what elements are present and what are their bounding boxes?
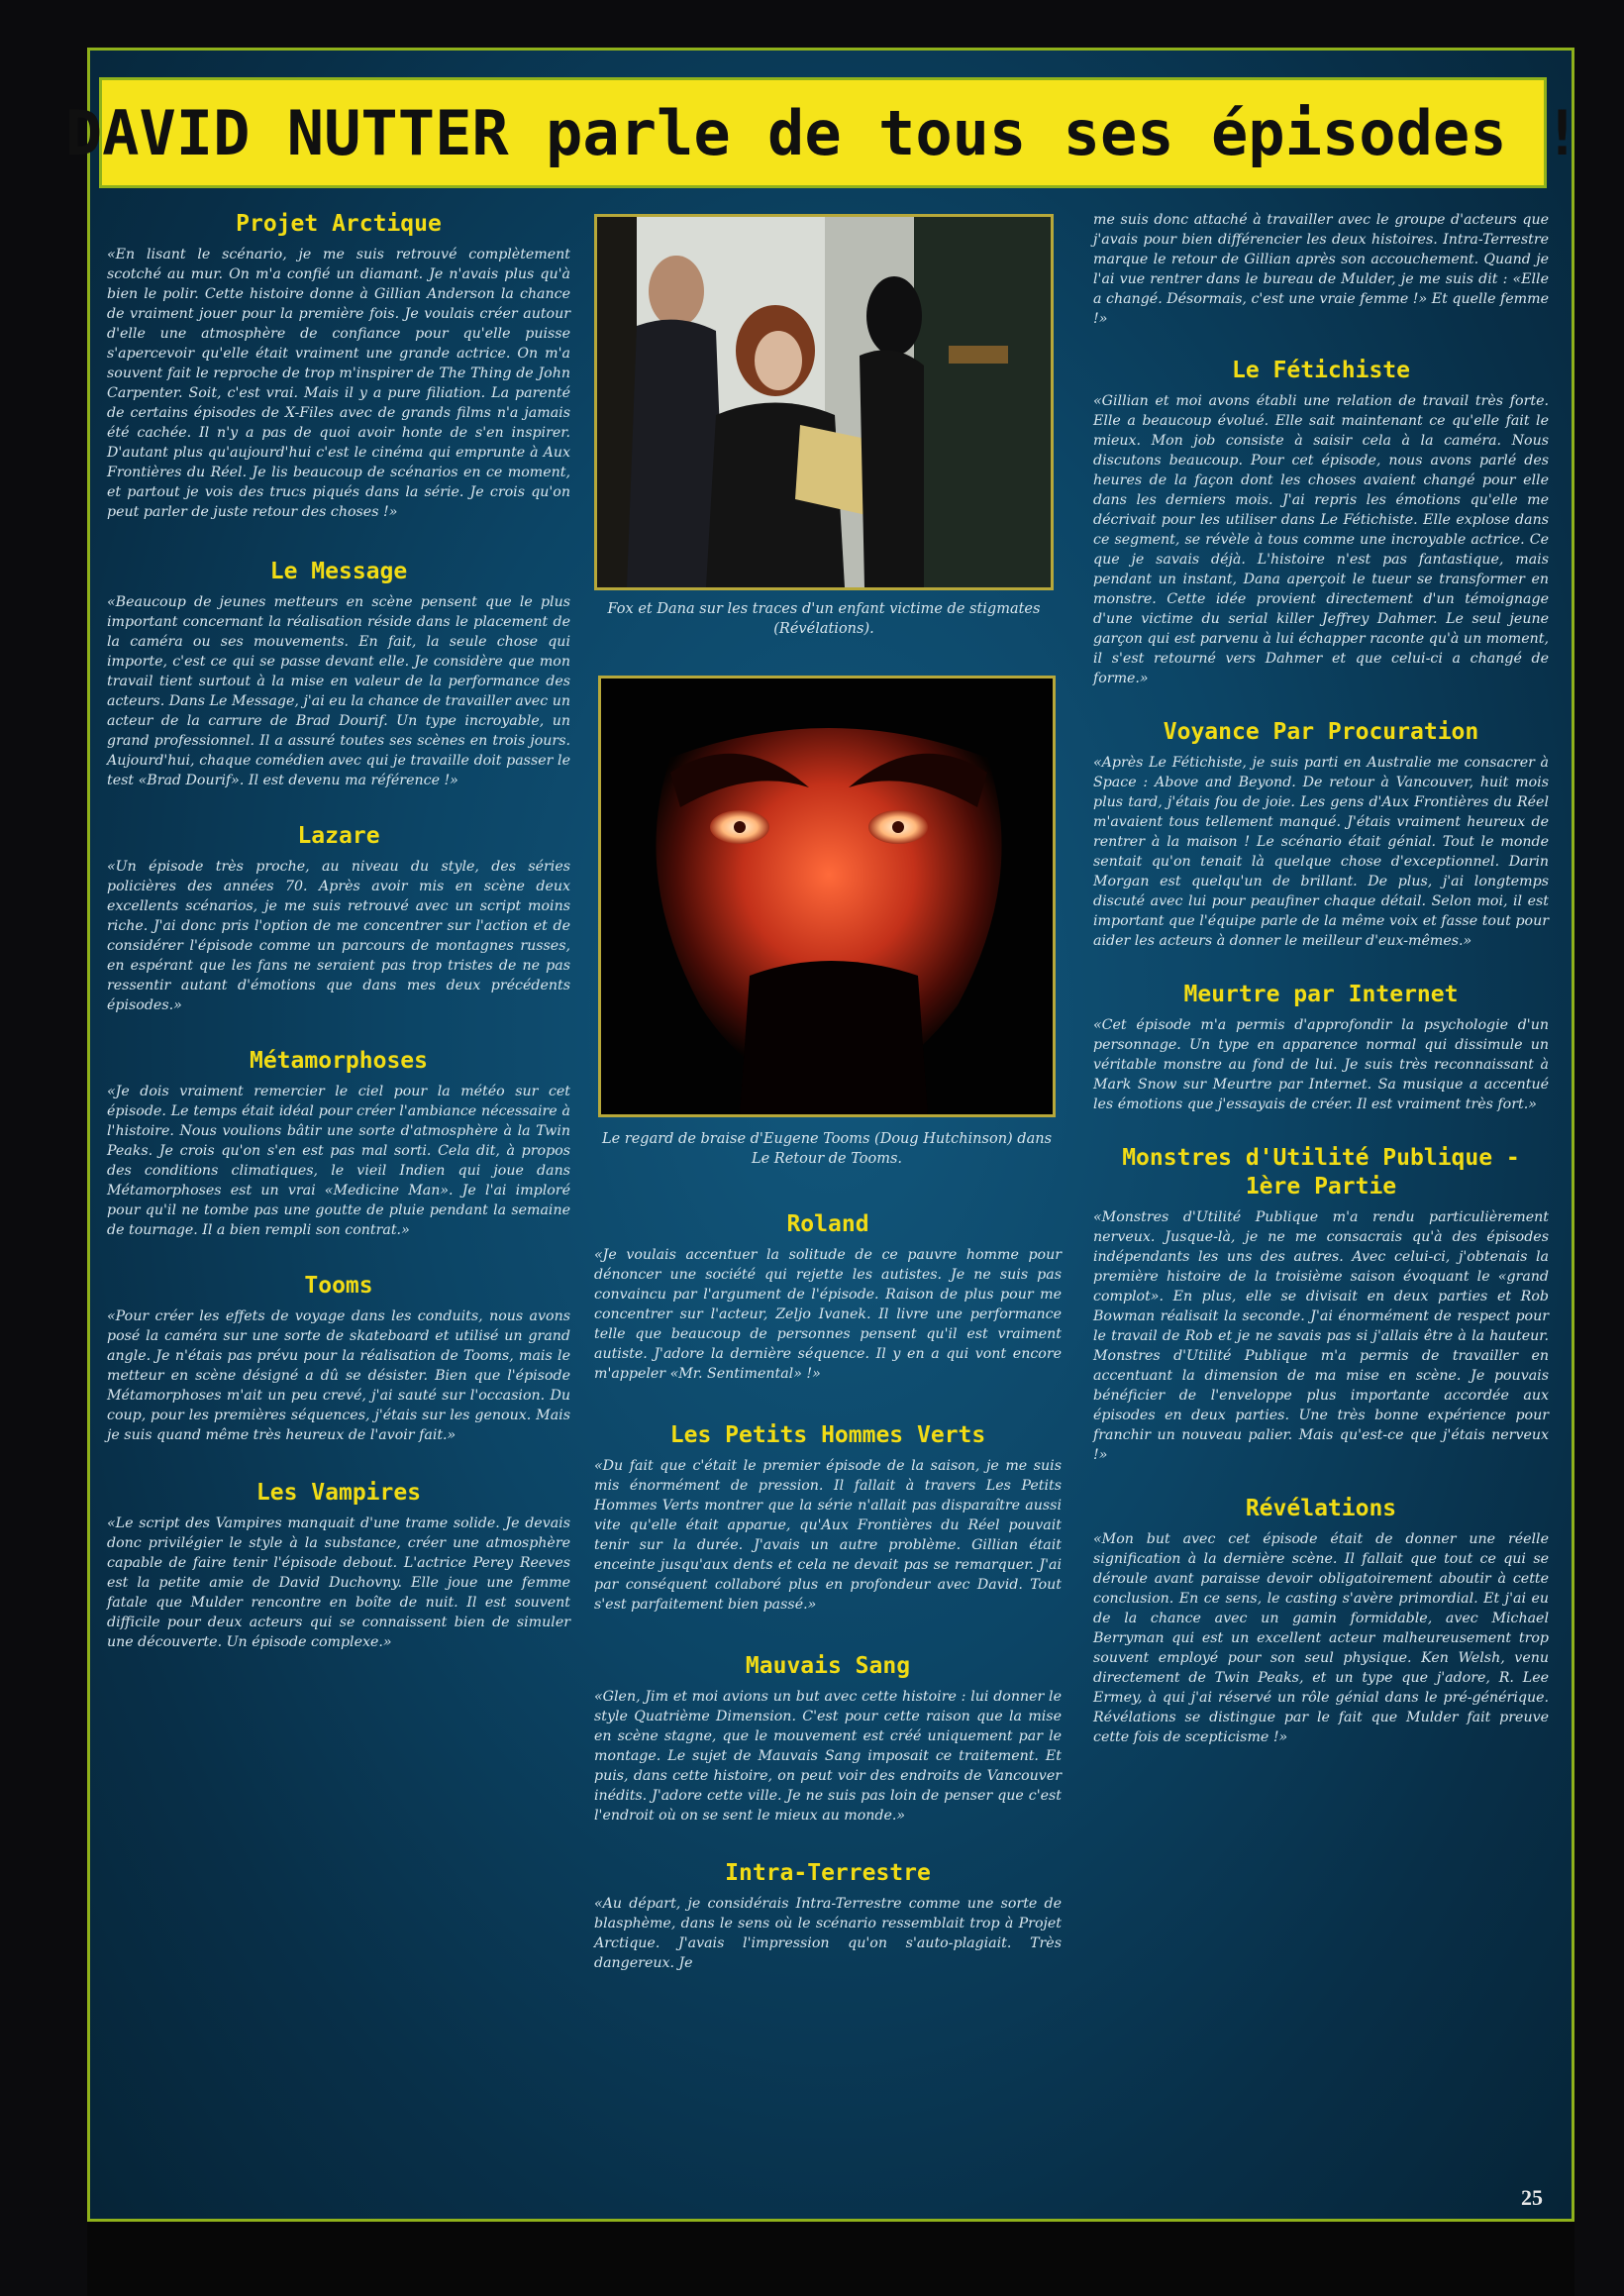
section-les-petits-hommes-verts	[594, 1421, 1062, 1615]
section-tooms	[107, 1272, 570, 1445]
section-title: Métamorphoses	[249, 1048, 428, 1074]
section-title: Voyance Par Procuration	[1163, 719, 1479, 745]
title-banner	[64, 77, 1581, 188]
section-text: «Le script des Vampires manquait d'une trame solide. Je devais donc privilégier le style à la substance, créer une atmosphère capable de faire tenir l'épisode debout. L'actrice Perey Reeves est la petite amie de David Duchovny. Elle joue une femme fatale que Mulder rencontre en boîte de nuit. Il est souvent difficile pour deux acteurs qui se connaissent bien de simuler une découverte. Un épisode complexe.»	[107, 1515, 570, 1650]
page-title: DAVID NUTTER parle de tous ses épisodes !	[64, 96, 1581, 169]
middle-column	[594, 1210, 1062, 1973]
section-title: Révélations	[1245, 1496, 1397, 1521]
section-text: «Mon but avec cet épisode était de donner une réelle signification à la dernière scène. Il fallait que tout ce qui se déroule avant paraisse devoir obligatoirement aboutir à cette conclusion. En ce sens, le casting s'avère primordial. Et j'ai eu de la chance avec un gamin formidable, avec Michael Berryman qui est un excellent acteur malheureusement trop souvent employé pour son seul physique. Ken Welsh, venu directement de Twin Peaks, et un type que j'adore, R. Lee Ermey, à qui j'ai réservé un rôle génial dans le pré-générique. Révélations se distingue par le fait que Mulder fait preuve cette fois de scepticisme !»	[1093, 1531, 1549, 1745]
page-number: 25	[1521, 2185, 1543, 2210]
section-title: Roland	[786, 1211, 869, 1237]
section-voyance-par-procuration	[1093, 718, 1549, 951]
section-mauvais-sang	[594, 1652, 1062, 1826]
section-text: «Un épisode très proche, au niveau du style, des séries policières des années 70. Après avoir mis en scène deux excellents scénarios, je me suis retrouvé avec un script moins riche. J'ai donc pris l'option de me concentrer sur l'action et de considérer l'épisode comme un parcours de montagnes russes, en espérant que les fans ne seraient pas trop tristes de ne pas ressentir autant d'émotions que dans mes deux précédents épisodes.»	[107, 859, 570, 1013]
section-title: Le Fétichiste	[1231, 358, 1410, 383]
section-text: «Je voulais accentuer la solitude de ce pauvre homme pour dénoncer une société qui rejette les autistes. Je ne suis pas convaincu par l'argument de l'épisode. Raison de plus pour me concentrer sur l'acteur, Zeljo Ivanek. Il livre une performance telle que beaucoup de personnes pensent qu'il est vraiment autiste. J'adore la dernière séquence. Il y en a qui vont encore m'appeler «Mr. Sentimental» !»	[594, 1247, 1062, 1382]
section-title: Projet Arctique	[236, 211, 442, 237]
section-title: Mauvais Sang	[745, 1653, 911, 1679]
section-le-message	[107, 558, 570, 790]
section-text: «Beaucoup de jeunes metteurs en scène pensent que le plus important concernant la réalisation réside dans le placement de la caméra ou ses mouvements. En fait, la seule chose qui importe, c'est ce qui se passe devant elle. Je considère que mon travail tient surtout à la mise en valeur de la performance des acteurs. Dans Le Message, j'ai eu la chance de travailler avec un acteur de la carrure de Brad Dourif. Un type incroyable, un grand professionnel. Il a assuré toutes ses scènes en trois jours. Aujourd'hui, chaque comédien avec qui je travaille doit passer le test «Brad Dourif». Il est devenu ma référence !»	[107, 594, 570, 788]
section-metamorphoses	[107, 1047, 570, 1240]
section-title: Meurtre par Internet	[1183, 982, 1459, 1007]
section-text: «Cet épisode m'a permis d'approfondir la psychologie d'un personnage. Un type en apparence normal qui dissimule un véritable monstre au fond de lui. Je suis très reconnaissant à Mark Snow sur Meurtre par Internet. Sa musique a accentué les émotions que j'essayais de créer. Il est vraiment très fort.»	[1093, 1017, 1549, 1112]
section-text: «Après Le Fétichiste, je suis parti en Australie me consacrer à Space : Above and Beyond. De retour à Vancouver, huit mois plus tard, j'étais fou de joie. Les gens d'Aux Frontières du Réel m'avaient tous tellement manqué. J'étais vraiment heureux de rentrer à la maison ! Le scénario était génial. Tout le monde sentait qu'on tenait là quelque chose d'exceptionnel. Darin Morgan est quelqu'un de brillant. De plus, j'ai longtemps discuté avec lui pour peaufiner chaque détail. Selon moi, il est important que l'équipe parle de la même voix et fasse tout pour aider les acteurs à donner le meilleur d'eux-mêmes.»	[1093, 755, 1549, 949]
section-le-fetichiste	[1093, 357, 1549, 688]
photo-fox-dana-image	[597, 217, 1051, 587]
section-monstres-utilite-publique	[1093, 1144, 1549, 1465]
section-les-vampires	[107, 1479, 570, 1652]
section-text: «En lisant le scénario, je me suis retrouvé complètement scotché au mur. On m'a confié un diamant. Je n'avais plus qu'à bien le polir. Cette histoire donne à Gillian Anderson la chance de vraiment jouer pour la première fois. Je voulais créer autour d'elle une atmosphère de confiance pour qu'elle puisse s'apercevoir qu'elle était vraiment une grande actrice. On m'a souvent fait le reproche de trop m'inspirer de The Thing de John Carpenter. Soit, c'est vrai. Mais il y a pure filiation. La parenté de certains épisodes de X-Files avec de grands films n'a jamais été cachée. Il n'y a pas de quoi avoir honte de s'en inspirer. D'autant plus qu'aujourd'hui c'est le cinéma qui emprunte à Aux Frontières du Réel. Je lis beaucoup de scénarios en ce moment, et partout je vois des trucs piqués dans la série. Je crois qu'on peut parler de juste retour des choses !»	[107, 247, 570, 520]
section-intra-terrestre	[594, 1859, 1062, 1973]
section-title: Intra-Terrestre	[725, 1860, 931, 1886]
section-title: Le Message	[269, 559, 408, 584]
section-title: Tooms	[304, 1273, 373, 1299]
section-roland	[594, 1210, 1062, 1384]
section-title: Les Petits Hommes Verts	[669, 1422, 986, 1448]
photo-tooms-caption: Le regard de braise d'Eugene Tooms (Doug Hutchinson) dans Le Retour de Tooms.	[601, 1131, 1053, 1167]
section-text: «Gillian et moi avons établi une relation de travail très forte. Elle a beaucoup évolué. Elle sait maintenant ce qu'elle fait le mieux. Mon job consiste à saisir cela à la caméra. Nous discutons beaucoup. Pour cet épisode, nous avons parlé des heures de la façon dont les choses avaient changé pour elle dans les derniers mois. J'ai repris les émotions qu'elle me décrivait pour les utiliser dans Le Fétichiste. Elle explose dans ce segment, se révèle à tous comme une incroyable actrice. Ce que je savais déjà. L'histoire n'est pas fantastique, mais pendant un instant, Dana aperçoit le tueur se transformer en monstre. Cette idée provient directement d'un témoignage d'une victime du serial killer Jeffrey Dahmer. Le seul jeune garçon qui est parvenu à lui échapper raconte qu'à un moment, il s'est retourné vers Dahmer et que celui-ci a changé de forme.»	[1093, 393, 1549, 686]
section-text: «Du fait que c'était le premier épisode de la saison, je me suis mis énormément de pression. Il fallait à travers Les Petits Hommes Verts montrer que la série n'allait pas disparaître aussi vite qu'elle était apparue, qu'Aux Frontières du Réel pouvait tenir sur la durée. J'avais un autre problème. Gillian était enceinte jusqu'aux dents et cela ne devait pas se remarquer. J'ai par conséquent collaboré plus en profondeur avec David. Tout s'est parfaitement bien passé.»	[594, 1458, 1062, 1613]
section-text: «Je dois vraiment remercier le ciel pour la météo sur cet épisode. Le temps était idéal pour créer l'ambiance nécessaire à l'histoire. Nous voulions bâtir une sorte d'atmosphère à la Twin Peaks. Je crois qu'on s'en est pas mal sorti. Cela dit, à propos des conditions climatiques, le vieil Indien qui joue dans Métamorphoses est un vrai «Medicine Man». Je l'ai imploré pour qu'il ne tombe pas une goutte de pluie pendant la semaine de tournage. Il a bien rempli son contrat.»	[107, 1084, 570, 1238]
section-title: Monstres d'Utilité Publique - 1ère Partie	[1122, 1145, 1520, 1200]
photo-fox-dana-caption: Fox et Dana sur les traces d'un enfant victime de stigmates (Révélations).	[607, 601, 1041, 637]
section-revelations	[1093, 1495, 1549, 1747]
section-meurtre-par-internet	[1093, 981, 1549, 1114]
photo-fox-dana	[594, 214, 1054, 590]
section-title: Les Vampires	[255, 1480, 422, 1506]
photo-tooms	[598, 676, 1056, 1117]
section-text: «Pour créer les effets de voyage dans les conduits, nous avons posé la caméra sur une sorte de skateboard et utilisé un grand angle. Je n'étais pas prévu pour la réalisation de Tooms, mais le metteur en scène désigné a dû se désister. Bien que l'épisode Métamorphoses m'ait un peu crevé, j'ai sauté sur l'occasion. Du coup, pour les premières séquences, j'étais sur les genoux. Mais je suis quand même très heureux de l'avoir fait.»	[107, 1308, 570, 1443]
photo-tooms-image	[601, 678, 1053, 1114]
section-text: «Au départ, je considérais Intra-Terrestre comme une sorte de blasphème, dans le sens où le scénario ressemblait trop à Projet Arctique. J'avais l'impression qu'on s'auto-plagiait. Très dangereux. Je	[594, 1896, 1062, 1971]
section-text: «Monstres d'Utilité Publique m'a rendu particulièrement nerveux. Jusque-là, je ne me consacrais qu'à des épisodes indépendants les uns des autres. Avec celui-ci, j'obtenais la première histoire de la troisième saison évoquant le «grand complot». En plus, elle se divisait en deux parties et Rob Bowman réalisait la seconde. J'ai énormément de respect pour le travail de Rob et je ne savais pas si j'allais être à la hauteur. Monstres d'Utilité Publique m'a permis de travailler en accentuant la dimension de ma mise en scène. Je pouvais bénéficier de l'enveloppe plus importante accordée aux épisodes en deux parties. Une très bonne expérience pour franchir un nouveau palier. Mais qu'est-ce que j'étais nerveux !»	[1093, 1209, 1549, 1463]
section-text-continuation: me suis donc attaché à travailler avec le groupe d'acteurs que j'avais pour bien différencier les deux histoires. Intra-Terrestre marque le retour de Gillian après son accouchement. Quand je l'ai vue rentrer dans le bureau de Mulder, je me suis dit : «Elle a changé. Désormais, c'est une vraie femme !» Et quelle femme !»	[1093, 212, 1549, 327]
section-projet-arctique	[107, 210, 570, 522]
section-text: «Glen, Jim et moi avions un but avec cette histoire : lui donner le style Quatrième Dimension. C'est pour cette raison que la mise en scène stagne, que le mouvement est créé uniquement par le montage. Le sujet de Mauvais Sang imposait ce traitement. Et puis, dans cette histoire, on peut voir des endroits de Vancouver inédits. J'adore cette ville. Je ne suis pas loin de penser que c'est l'endroit où on se sent le mieux au monde.»	[594, 1689, 1062, 1824]
right-column	[1093, 210, 1549, 1747]
left-column	[107, 210, 570, 1652]
section-title: Lazare	[297, 823, 380, 849]
section-lazare	[107, 822, 570, 1015]
bottom-bar	[87, 2222, 1574, 2296]
